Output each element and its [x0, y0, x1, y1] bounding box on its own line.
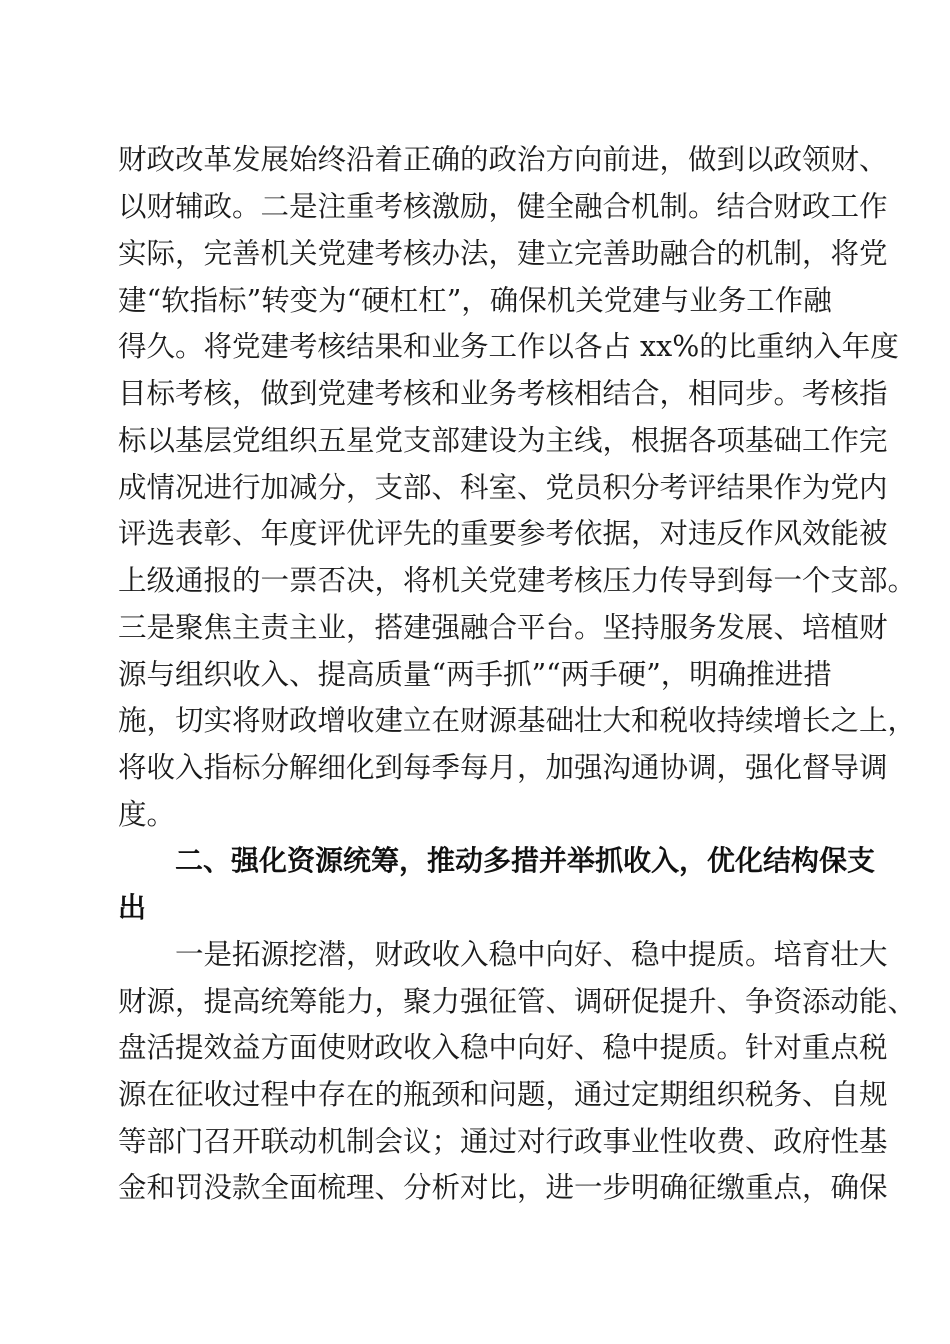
body-text-line: 源在征收过程中存在的瓶颈和问题，通过定期组织税务、自规: [118, 1078, 888, 1111]
body-text-line: 上级通报的一票否决，将机关党建考核压力传导到每一个支部。: [118, 564, 917, 597]
body-text-line: 金和罚没款全面梳理、分析对比，进一步明确征缴重点，确保: [118, 1171, 888, 1204]
section-heading-continuation: 出: [118, 891, 147, 924]
body-text-line: 源与组织收入、提高质量“两手抓”“两手硬”，明确推进措: [118, 658, 832, 691]
body-text-line: 目标考核，做到党建考核和业务考核相结合，相同步。考核指: [118, 377, 888, 410]
body-text-line: 等部门召开联动机制会议；通过对行政事业性收费、政府性基: [118, 1125, 888, 1158]
body-text-line: 评选表彰、年度评优评先的重要参考依据，对违反作风效能被: [118, 517, 888, 550]
body-text-line: 得久。将党建考核结果和业务工作以各占 xx%的比重纳入年度: [118, 330, 899, 363]
body-text-line: 实际，完善机关党建考核办法，建立完善助融合的机制，将党: [118, 237, 888, 270]
body-text-line: 建“软指标”转变为“硬杠杠”，确保机关党建与业务工作融: [118, 284, 832, 317]
body-text-line: 三是聚焦主责主业，搭建强融合平台。坚持服务发展、培植财: [118, 611, 888, 644]
body-text-line: 盘活提效益方面使财政收入稳中向好、稳中提质。针对重点税: [118, 1031, 888, 1064]
body-text-line: 财源，提高统筹能力，聚力强征管、调研促提升、争资添动能、: [118, 985, 917, 1018]
body-text-line: 施，切实将财政增收建立在财源基础壮大和税收持续增长之上，: [118, 704, 917, 737]
body-text-line: 将收入指标分解细化到每季每月，加强沟通协调，强化督导调: [118, 751, 888, 784]
body-text-line: 成情况进行加减分，支部、科室、党员积分考评结果作为党内: [118, 471, 888, 504]
body-text-line: 度。: [118, 798, 176, 831]
section-heading: 二、强化资源统筹，推动多措并举抓收入，优化结构保支: [175, 844, 876, 877]
paragraph-first-line: 一是拓源挖潜，财政收入稳中向好、稳中提质。培育壮大: [175, 938, 888, 971]
body-text-line: 财政改革发展始终沿着正确的政治方向前进，做到以政领财、: [118, 143, 888, 176]
body-text-line: 以财辅政。二是注重考核激励，健全融合机制。结合财政工作: [118, 190, 888, 223]
body-text-line: 标以基层党组织五星党支部建设为主线，根据各项基础工作完: [118, 424, 888, 457]
